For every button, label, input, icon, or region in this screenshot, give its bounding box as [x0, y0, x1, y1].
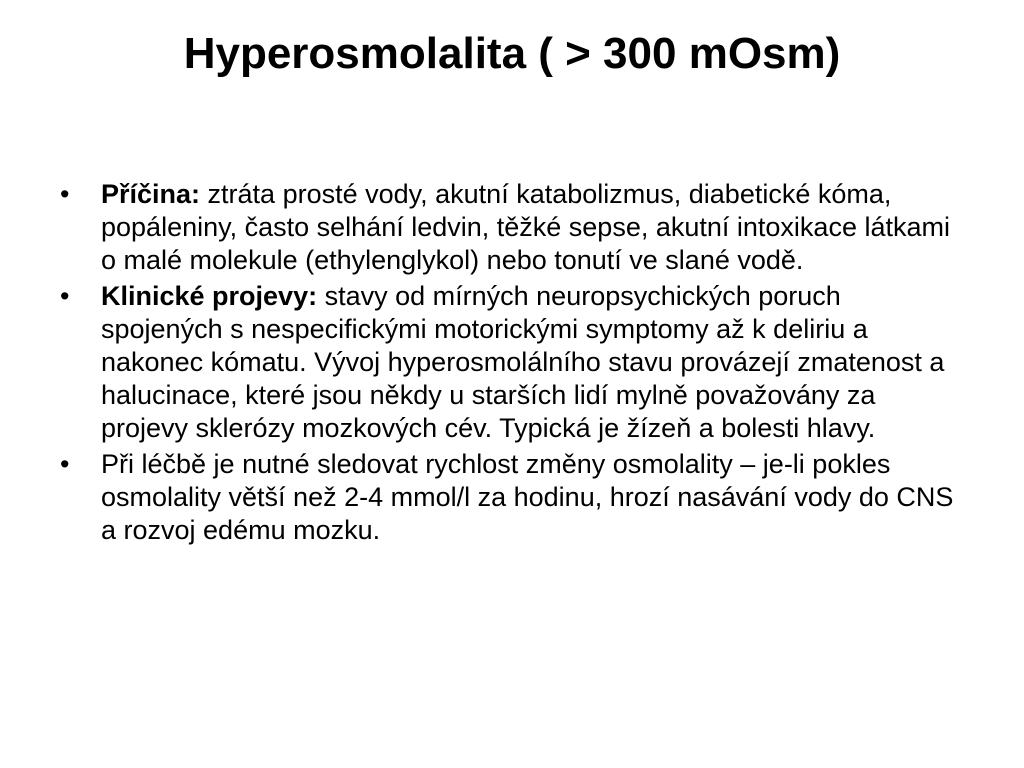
bullet-lead: Klinické projevy: [101, 281, 318, 311]
bullet-icon: • [60, 449, 70, 479]
bullet-item-cause [60, 178, 968, 277]
bullet-item-clinical-signs [60, 280, 968, 445]
bullet-text: Při léčbě je nutné sledovat rychlost změny osmolality – je-li pokles osmolality větší než 2-4 mmol/l za hodinu, hrozí nasávání vody do CNS a rozvoj edému mozku. [101, 449, 954, 545]
bullet-lead: Příčina: [101, 179, 201, 209]
bullet-list [60, 178, 968, 550]
slide-title: Hyperosmolalita ( > 300 mOsm) [183, 29, 841, 78]
bullet-icon: • [60, 281, 70, 311]
bullet-text: ztráta prosté vody, akutní katabolizmus, diabetické kóma, popáleniny, často selhání ledvin, těžké sepse, akutní intoxikace látkami o malé molekule (ethylenglykol) nebo tonutí ve slané vodě. [101, 179, 950, 275]
bullet-text: stavy od mírných neuropsychických poruch spojených s nespecifickými motorickými symptomy až k deliriu a nakonec kómatu. Vývoj hyperosmolálního stavu provázejí zmatenost a halucinace, které jsou někdy u starších lidí mylně považovány za projevy sklerózy mozkových cév. Typická je žízeň a bolesti hlavy. [101, 281, 945, 443]
bullet-icon: • [60, 179, 70, 209]
bullet-item-treatment [60, 448, 968, 547]
